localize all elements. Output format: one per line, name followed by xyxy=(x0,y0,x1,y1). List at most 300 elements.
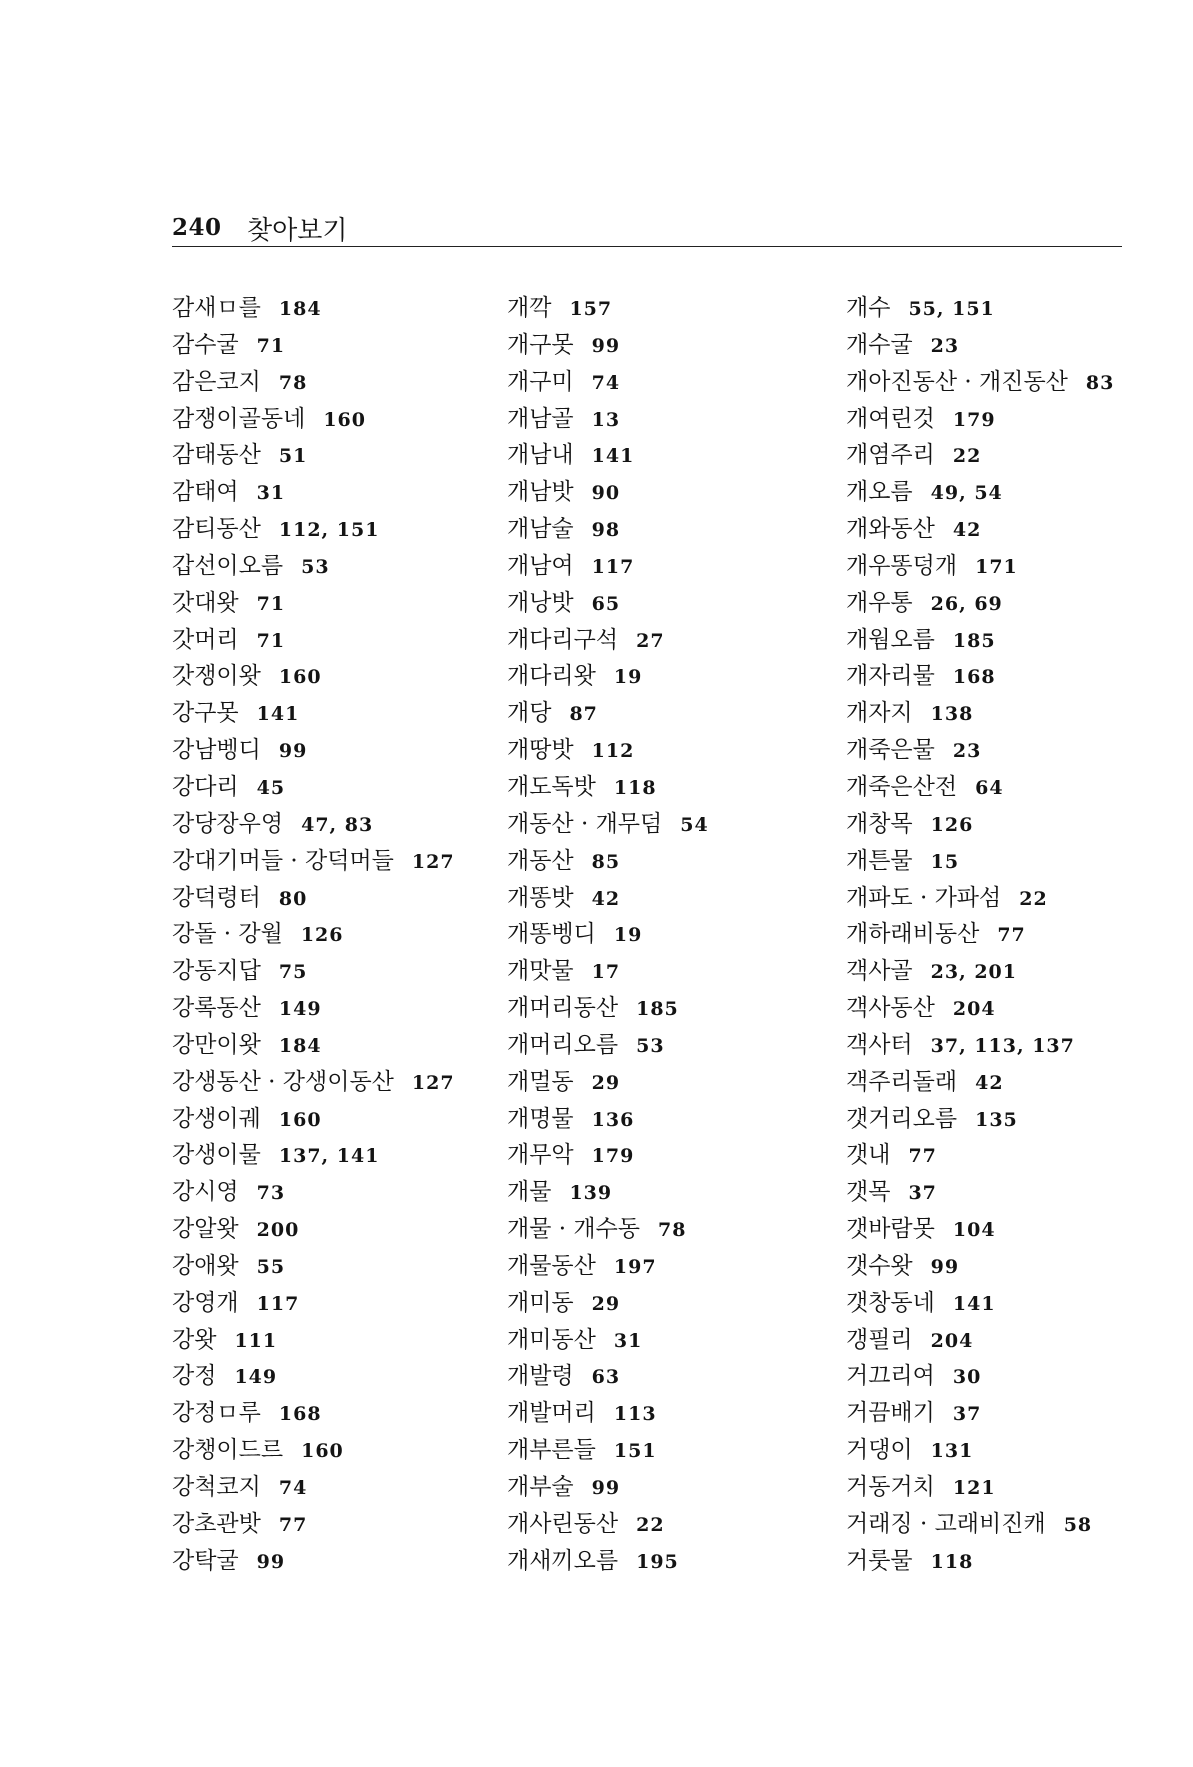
index-entry xyxy=(172,1027,472,1064)
index-page-numbers: 118 xyxy=(613,776,657,799)
index-entry xyxy=(507,511,797,548)
index-page-numbers: 71 xyxy=(256,629,286,652)
index-term: 개죽은산전 xyxy=(846,773,958,800)
index-page-numbers: 171 xyxy=(975,555,1018,578)
index-page-numbers: 99 xyxy=(930,1255,960,1278)
page-header xyxy=(172,210,1122,250)
index-entry xyxy=(846,511,1146,548)
index-term: 개다리왓 xyxy=(507,663,596,690)
index-entry xyxy=(507,843,797,880)
index-term: 갓머리 xyxy=(172,626,239,653)
index-term: 감수굴 xyxy=(172,331,239,358)
index-term: 갯내 xyxy=(846,1142,891,1169)
index-term: 거끔배기 xyxy=(846,1400,935,1427)
index-entry xyxy=(846,1064,1146,1101)
index-term: 강탁굴 xyxy=(172,1547,239,1574)
index-page-numbers: 118 xyxy=(930,1550,974,1573)
index-term: 강구못 xyxy=(172,700,239,727)
index-entry xyxy=(507,364,797,401)
index-page-numbers: 98 xyxy=(591,519,621,542)
index-page-numbers: 71 xyxy=(256,592,286,615)
index-entry xyxy=(507,1358,797,1395)
index-term: 거댕이 xyxy=(846,1437,913,1464)
index-entry xyxy=(507,437,797,474)
index-page-numbers: 85 xyxy=(591,850,621,873)
index-page-numbers: 63 xyxy=(591,1366,621,1389)
index-term: 강다리 xyxy=(172,773,239,800)
index-entry xyxy=(507,916,797,953)
index-page-numbers: 42 xyxy=(975,1071,1004,1094)
index-term: 강시영 xyxy=(172,1179,239,1206)
index-term: 개부술 xyxy=(507,1474,574,1500)
index-entry xyxy=(507,1432,797,1469)
index-entry xyxy=(507,1506,797,1543)
index-page-numbers: 29 xyxy=(591,1292,621,1315)
index-entry xyxy=(846,548,1146,585)
index-term: 개구못 xyxy=(507,331,574,358)
index-term: 감쟁이골동네 xyxy=(172,405,306,432)
index-page-numbers: 136 xyxy=(591,1108,635,1131)
index-page-numbers: 160 xyxy=(278,1108,322,1131)
index-page-numbers: 64 xyxy=(975,776,1004,799)
index-page-numbers: 73 xyxy=(256,1182,286,1205)
index-term: 개깍 xyxy=(507,295,552,321)
index-entry xyxy=(846,1469,1146,1506)
index-page-numbers: 78 xyxy=(658,1219,687,1242)
index-column-1 xyxy=(172,290,472,1580)
index-page-numbers: 13 xyxy=(591,408,621,431)
index-entry xyxy=(172,401,472,438)
index-page-numbers: 80 xyxy=(278,887,308,910)
index-term: 갱필리 xyxy=(846,1326,913,1353)
index-term: 개똥밧 xyxy=(507,884,574,911)
index-page-numbers: 17 xyxy=(591,961,621,984)
index-entry xyxy=(846,1322,1146,1359)
index-page-numbers: 179 xyxy=(591,1145,635,1168)
index-entry xyxy=(846,1285,1146,1322)
index-term: 갯바람못 xyxy=(846,1216,935,1243)
index-page-numbers: 151 xyxy=(613,1440,657,1463)
index-entry xyxy=(507,1174,797,1211)
index-page-numbers: 99 xyxy=(591,1477,621,1499)
index-page-numbers: 49, 54 xyxy=(930,482,1003,505)
index-page-numbers: 22 xyxy=(636,1513,665,1536)
index-entry xyxy=(172,585,472,622)
index-term: 개머리오름 xyxy=(507,1031,619,1058)
index-page-numbers: 55 xyxy=(256,1255,286,1278)
index-page-numbers: 149 xyxy=(234,1366,278,1389)
index-entry xyxy=(846,1174,1146,1211)
index-term: 개무악 xyxy=(507,1142,574,1169)
index-page-numbers: 75 xyxy=(278,961,308,984)
index-page-numbers: 77 xyxy=(997,924,1026,947)
index-term: 개남내 xyxy=(507,442,574,469)
index-entry xyxy=(172,658,472,695)
index-term: 개낭밧 xyxy=(507,589,574,616)
index-entry xyxy=(846,437,1146,474)
index-term: 강돌 · 강월 xyxy=(172,921,283,948)
index-page-numbers: 19 xyxy=(613,924,643,947)
index-term: 객사골 xyxy=(846,958,913,985)
index-term: 갯목 xyxy=(846,1179,891,1206)
index-term: 개명물 xyxy=(507,1105,574,1132)
index-entry xyxy=(846,843,1146,880)
index-term: 개똥벵디 xyxy=(507,921,596,948)
index-page-numbers: 204 xyxy=(930,1329,974,1352)
index-term: 개수 xyxy=(846,295,891,321)
index-entry xyxy=(172,1322,472,1359)
index-page-numbers: 27 xyxy=(636,629,665,652)
index-entry xyxy=(846,1101,1146,1138)
index-page-numbers: 141 xyxy=(256,703,300,726)
index-page-numbers: 127 xyxy=(411,850,455,873)
index-term: 개남골 xyxy=(507,405,574,432)
index-term: 강정ㅁ루 xyxy=(172,1400,261,1427)
index-page-numbers: 126 xyxy=(930,813,974,836)
index-term: 개물 · 개수동 xyxy=(507,1216,641,1243)
index-page-numbers: 99 xyxy=(278,740,308,763)
index-page-numbers: 77 xyxy=(278,1513,308,1536)
index-page-numbers: 47, 83 xyxy=(301,813,374,836)
index-entry xyxy=(507,880,797,917)
index-term: 개웜오름 xyxy=(846,626,935,653)
index-term: 갓대왓 xyxy=(172,589,239,616)
index-entry xyxy=(172,695,472,732)
index-entry xyxy=(507,1064,797,1101)
index-page-numbers: 179 xyxy=(952,408,996,431)
index-entry xyxy=(172,1137,472,1174)
index-entry xyxy=(507,732,797,769)
index-page-numbers: 78 xyxy=(278,371,308,394)
index-term: 거룻물 xyxy=(846,1547,913,1574)
index-page-numbers: 74 xyxy=(278,1477,308,1499)
index-entry xyxy=(846,769,1146,806)
index-term: 갯거리오름 xyxy=(846,1105,958,1132)
index-term: 갯수왓 xyxy=(846,1252,913,1279)
index-term: 감태동산 xyxy=(172,442,261,469)
index-column-3 xyxy=(846,290,1146,1580)
index-entry xyxy=(507,1543,797,1580)
index-page-numbers: 23 xyxy=(930,334,960,357)
index-entry xyxy=(846,1543,1146,1580)
index-term: 객주리돌래 xyxy=(846,1068,958,1095)
index-term: 객사동산 xyxy=(846,995,935,1022)
index-term: 강덕령터 xyxy=(172,884,261,911)
index-term: 거끄리여 xyxy=(846,1363,935,1390)
index-entry xyxy=(172,1469,472,1506)
index-term: 강동지답 xyxy=(172,958,261,985)
index-term: 강생이궤 xyxy=(172,1105,261,1132)
index-page-numbers: 53 xyxy=(636,1034,665,1057)
index-page-numbers: 23, 201 xyxy=(930,961,1017,984)
index-page-numbers: 51 xyxy=(278,445,308,468)
index-term: 개새끼오름 xyxy=(507,1547,619,1574)
index-page-numbers: 37 xyxy=(952,1403,982,1426)
index-entry xyxy=(507,1101,797,1138)
index-term: 개동산 · 개무덤 xyxy=(507,810,663,837)
index-entry xyxy=(172,1432,472,1469)
index-entry xyxy=(507,1285,797,1322)
index-term: 개튼물 xyxy=(846,847,913,874)
index-page-numbers: 185 xyxy=(952,629,996,652)
index-term: 개당 xyxy=(507,700,552,727)
index-term: 개부른들 xyxy=(507,1437,596,1464)
index-page-numbers: 195 xyxy=(636,1550,679,1573)
index-term: 개발머리 xyxy=(507,1400,596,1427)
index-entry xyxy=(507,769,797,806)
index-page-numbers: 22 xyxy=(1019,887,1048,910)
index-term: 개수굴 xyxy=(846,331,913,358)
index-page-numbers: 117 xyxy=(256,1292,300,1315)
index-page-numbers: 23 xyxy=(952,740,982,763)
index-term: 강만이왓 xyxy=(172,1031,261,1058)
index-term: 강정 xyxy=(172,1363,217,1390)
index-entry xyxy=(846,1137,1146,1174)
index-term: 개남여 xyxy=(507,552,574,579)
index-term: 개우통 xyxy=(846,589,913,616)
index-term: 강애왓 xyxy=(172,1252,239,1279)
index-entry xyxy=(172,437,472,474)
index-entry xyxy=(846,364,1146,401)
index-entry xyxy=(846,732,1146,769)
index-page-numbers: 160 xyxy=(278,666,322,689)
index-entry xyxy=(846,1248,1146,1285)
index-term: 개자리물 xyxy=(846,663,935,690)
index-page-numbers: 204 xyxy=(952,998,996,1021)
index-entry xyxy=(172,548,472,585)
index-page-numbers: 15 xyxy=(930,850,960,873)
index-page-numbers: 157 xyxy=(569,298,613,320)
index-term: 강챙이드르 xyxy=(172,1437,284,1464)
index-page-numbers: 71 xyxy=(256,334,286,357)
index-term: 개죽은물 xyxy=(846,737,935,764)
index-entry xyxy=(507,658,797,695)
header-rule xyxy=(172,246,1122,247)
index-entry xyxy=(507,953,797,990)
index-entry xyxy=(172,1285,472,1322)
index-entry xyxy=(172,1101,472,1138)
index-term: 개미동산 xyxy=(507,1326,596,1353)
index-term: 개염주리 xyxy=(846,442,935,469)
index-entry xyxy=(846,695,1146,732)
index-term: 강생동산 · 강생이동산 xyxy=(172,1068,394,1095)
index-page-numbers: 113 xyxy=(613,1403,657,1426)
index-page-numbers: 126 xyxy=(300,924,344,947)
index-entry xyxy=(507,290,797,327)
index-page-numbers: 141 xyxy=(591,445,635,468)
index-column-2 xyxy=(507,290,797,1580)
index-page-numbers: 87 xyxy=(569,703,598,726)
index-term: 개발령 xyxy=(507,1363,574,1390)
index-entry xyxy=(846,1027,1146,1064)
index-term: 갑선이오름 xyxy=(172,552,284,579)
index-entry xyxy=(507,1027,797,1064)
index-entry xyxy=(846,474,1146,511)
index-entry xyxy=(507,401,797,438)
index-entry xyxy=(172,474,472,511)
index-term: 개오름 xyxy=(846,479,913,506)
index-entry xyxy=(172,806,472,843)
index-entry xyxy=(172,1358,472,1395)
index-entry xyxy=(846,1506,1146,1543)
index-entry xyxy=(846,327,1146,364)
index-entry xyxy=(172,511,472,548)
index-entry xyxy=(846,1358,1146,1395)
index-term: 개미동 xyxy=(507,1289,574,1316)
index-page-numbers: 138 xyxy=(930,703,974,726)
index-term: 강록동산 xyxy=(172,995,261,1022)
index-term: 강남벵디 xyxy=(172,737,261,764)
index-entry xyxy=(846,916,1146,953)
index-page-numbers: 111 xyxy=(234,1329,278,1352)
index-entry xyxy=(846,806,1146,843)
index-entry xyxy=(507,1322,797,1359)
index-term: 개창목 xyxy=(846,810,913,837)
index-page-numbers: 112, 151 xyxy=(278,519,380,542)
index-term: 개파도 · 가파섬 xyxy=(846,884,1002,911)
index-entry xyxy=(172,953,472,990)
index-entry xyxy=(507,1211,797,1248)
index-entry xyxy=(846,622,1146,659)
index-entry xyxy=(507,806,797,843)
index-entry xyxy=(846,953,1146,990)
index-term: 개여린것 xyxy=(846,405,935,432)
index-entry xyxy=(172,1174,472,1211)
index-page-numbers: 42 xyxy=(952,519,982,542)
index-entry xyxy=(507,695,797,732)
index-term: 강영개 xyxy=(172,1289,239,1316)
index-page-numbers: 117 xyxy=(591,555,635,578)
index-entry xyxy=(846,290,1146,327)
index-entry xyxy=(507,474,797,511)
index-page-numbers: 54 xyxy=(680,813,709,836)
index-entry xyxy=(846,585,1146,622)
index-term: 개물 xyxy=(507,1179,552,1206)
index-page-numbers: 74 xyxy=(591,371,621,394)
index-page-numbers: 19 xyxy=(613,666,643,689)
index-page-numbers: 137, 141 xyxy=(278,1145,380,1168)
index-term: 개사린동산 xyxy=(507,1510,619,1537)
index-term: 개자지 xyxy=(846,700,913,727)
index-entry xyxy=(507,1137,797,1174)
index-page-numbers: 29 xyxy=(591,1071,621,1094)
index-term: 강왓 xyxy=(172,1326,217,1353)
index-term: 개아진동산 · 개진동산 xyxy=(846,368,1068,395)
index-entry xyxy=(846,1395,1146,1432)
index-term: 개물동산 xyxy=(507,1252,596,1279)
index-page-numbers: 31 xyxy=(613,1329,643,1352)
index-term: 개와동산 xyxy=(846,516,935,543)
index-entry xyxy=(846,1211,1146,1248)
index-term: 개우똥덩개 xyxy=(846,552,958,579)
index-term: 개하래비동산 xyxy=(846,921,980,948)
index-page-numbers: 168 xyxy=(952,666,996,689)
index-term: 객사터 xyxy=(846,1031,913,1058)
index-page-numbers: 53 xyxy=(301,555,330,578)
index-term: 개맛물 xyxy=(507,958,574,985)
index-term: 거동거치 xyxy=(846,1474,935,1500)
index-term: 감새ㅁ를 xyxy=(172,295,261,321)
index-entry xyxy=(507,1248,797,1285)
index-page-numbers: 99 xyxy=(591,334,621,357)
index-term: 강당장우영 xyxy=(172,810,284,837)
index-page-numbers: 77 xyxy=(908,1145,937,1168)
index-page-numbers: 90 xyxy=(591,482,621,505)
index-term: 개동산 xyxy=(507,847,574,874)
index-entry xyxy=(172,290,472,327)
index-entry xyxy=(507,548,797,585)
index-entry xyxy=(846,658,1146,695)
index-page-numbers: 37 xyxy=(908,1182,937,1205)
index-page-numbers: 149 xyxy=(278,998,322,1021)
index-page-numbers: 99 xyxy=(256,1550,286,1573)
index-page-numbers: 31 xyxy=(256,482,286,505)
index-term: 개멀동 xyxy=(507,1068,574,1095)
index-page-numbers: 200 xyxy=(256,1219,300,1242)
index-page-numbers: 37, 113, 137 xyxy=(930,1034,1075,1057)
index-entry xyxy=(846,1432,1146,1469)
index-term: 감티동산 xyxy=(172,516,261,543)
index-page-numbers: 104 xyxy=(952,1219,996,1242)
index-page-numbers: 139 xyxy=(569,1182,613,1205)
index-entry xyxy=(172,1395,472,1432)
index-page-numbers: 42 xyxy=(591,887,621,910)
index-entry xyxy=(846,880,1146,917)
index-term: 강생이물 xyxy=(172,1142,261,1169)
index-entry xyxy=(172,880,472,917)
index-term: 강알왓 xyxy=(172,1216,239,1243)
index-term: 강대기머들 · 강덕머들 xyxy=(172,847,394,874)
index-page-numbers: 55, 151 xyxy=(908,298,995,320)
index-entry xyxy=(507,1469,797,1506)
index-term: 개남술 xyxy=(507,516,574,543)
index-entry xyxy=(507,990,797,1027)
index-entry xyxy=(172,1064,472,1101)
index-entry xyxy=(507,622,797,659)
index-term: 감태여 xyxy=(172,479,239,506)
index-term: 거래징 · 고래비진캐 xyxy=(846,1510,1046,1537)
index-entry xyxy=(172,843,472,880)
index-page-numbers: 65 xyxy=(591,592,621,615)
index-page-numbers: 131 xyxy=(930,1440,974,1463)
index-page-numbers: 30 xyxy=(952,1366,982,1389)
index-term: 개땅밧 xyxy=(507,737,574,764)
index-entry xyxy=(172,1211,472,1248)
index-page-numbers: 26, 69 xyxy=(930,592,1003,615)
index-page-numbers: 141 xyxy=(952,1292,996,1315)
index-entry xyxy=(172,327,472,364)
index-entry xyxy=(846,401,1146,438)
index-page-numbers: 112 xyxy=(591,740,635,763)
index-entry xyxy=(846,990,1146,1027)
index-page-numbers: 45 xyxy=(256,776,286,799)
index-entry xyxy=(172,1543,472,1580)
index-page-numbers: 185 xyxy=(636,998,679,1021)
index-term: 개도독밧 xyxy=(507,773,596,800)
index-page-numbers: 135 xyxy=(975,1108,1018,1131)
index-page-numbers: 121 xyxy=(952,1477,996,1499)
index-entry xyxy=(172,1248,472,1285)
index-page-numbers: 83 xyxy=(1085,371,1115,394)
index-term: 개머리동산 xyxy=(507,995,619,1022)
index-entry xyxy=(172,916,472,953)
index-term: 강척코지 xyxy=(172,1474,261,1500)
index-page-numbers: 168 xyxy=(278,1403,322,1426)
index-page-numbers: 184 xyxy=(278,298,322,320)
index-page-numbers: 58 xyxy=(1063,1513,1093,1536)
index-page-numbers: 184 xyxy=(278,1034,322,1057)
index-entry xyxy=(507,1395,797,1432)
